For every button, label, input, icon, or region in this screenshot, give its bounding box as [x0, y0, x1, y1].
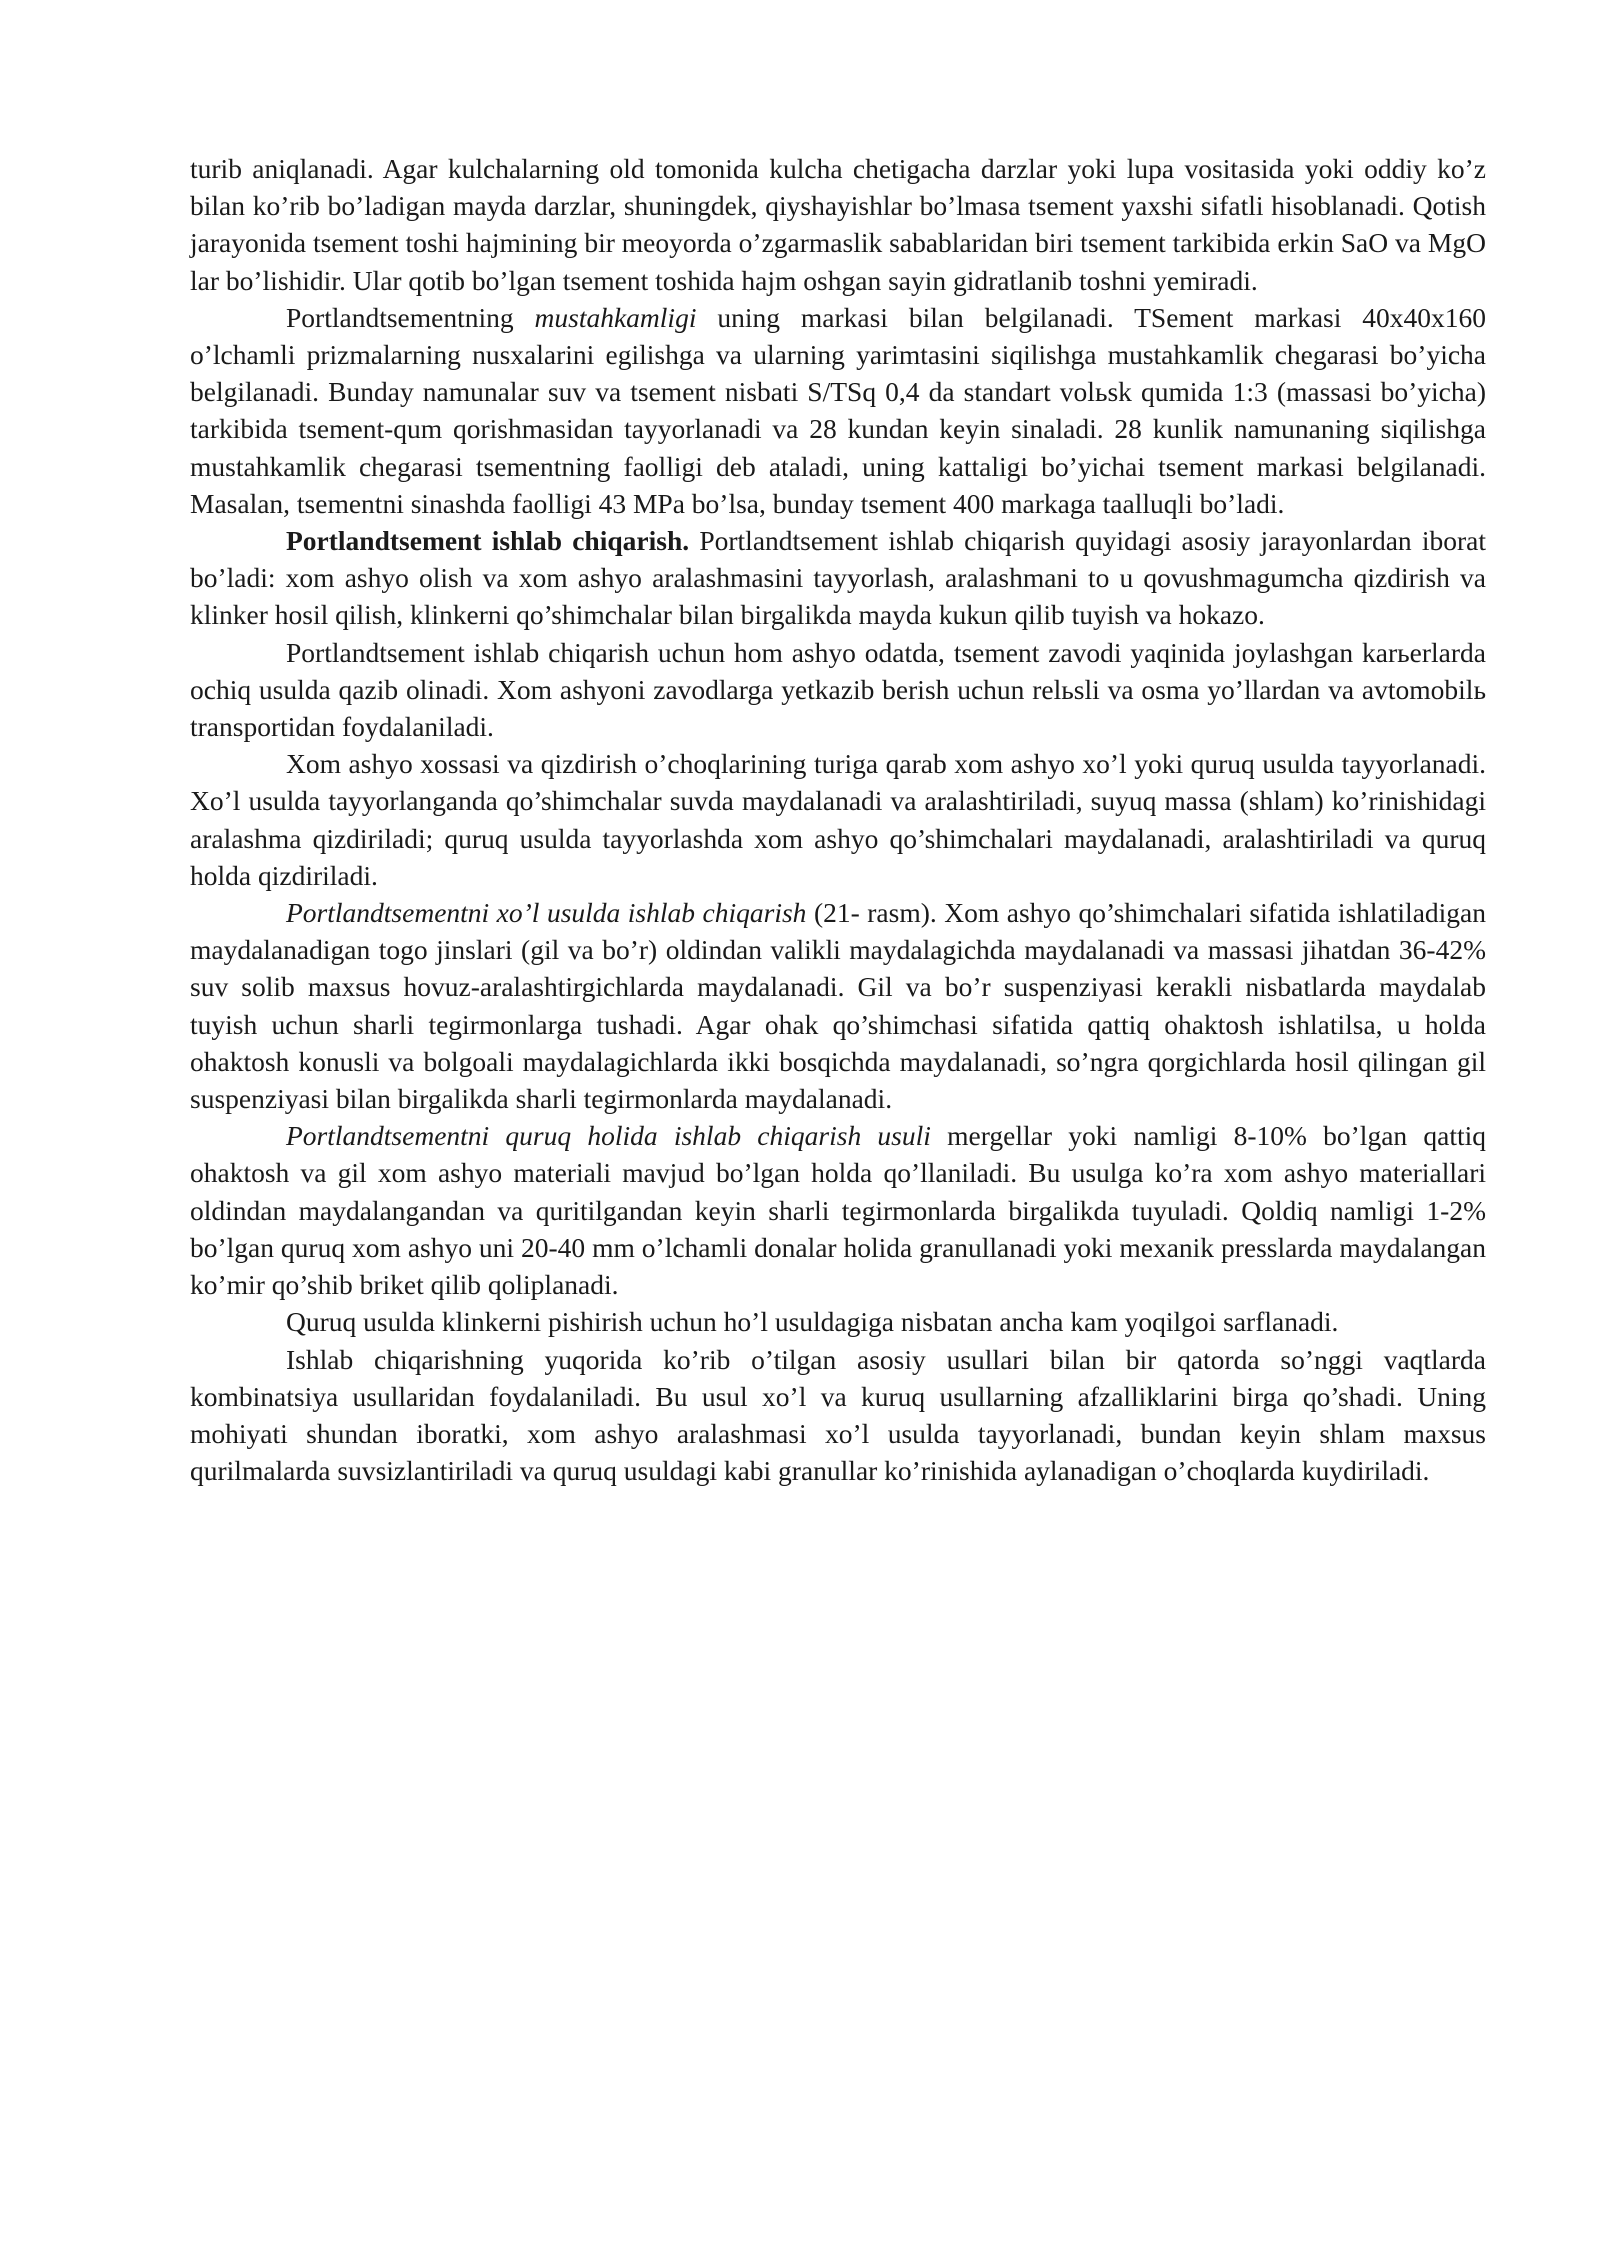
paragraph-8-text: Quruq usulda klinkerni pishirish uchun ho’l usuldagiga nisbatan ancha kam yoqilgoi sarflanadi. — [286, 1306, 1339, 1338]
paragraph-7-italic-heading: Portlandtsementni quruq holida ishlab chiqarish usuli — [286, 1120, 931, 1152]
paragraph-2-text-b: uning markasi bilan belgilanadi. TSement markasi 40x40x160 o’lchamli prizmalarning nusxalarini egilishga va ularning yarimtasini siqilishga mustahkamlik chegarasi bo’yicha belgilanadi. Bunday namunalar suv va tsement nisbati S/TSq 0,4 da standart volьsk qumida 1:3 (massasi bo’yicha) tarkibida tsement-qum qorishmasidan tayyorlanadi va 28 kundan keyin sinaladi. 28 kunlik namunaning siqilishga mustahkamlik chegarasi tsementning faolligi deb ataladi, uning kattaligi bo’yichai tsement markasi belgilanadi. Masalan, tsementni sinashda faolligi 43 MPa bo’lsa, bunday tsement 400 markaga taalluqli bo’ladi. — [190, 301, 1486, 519]
paragraph-9 — [190, 1341, 1486, 1490]
paragraph-5 — [190, 745, 1486, 894]
paragraph-1-text: turib aniqlanadi. Agar kulchalarning old tomonida kulcha chetigacha darzlar yoki lupa vositasida yoki oddiy ko’z bilan ko’rib bo’ladigan mayda darzlar, shuningdek, qiyshayishlar bo’lmasa tsement yaxshi sifatli hisoblanadi. Qotish jarayonida tsement toshi hajmining bir meoyorda o’zgarmaslik sabablaridan biri tsement tarkibida erkin SaO va MgO lar bo’lishidir. Ular qotib bo’lgan tsement toshida hajm oshgan sayin gidratlanib toshni yemiradi. — [190, 153, 1486, 296]
paragraph-6 — [190, 894, 1486, 1117]
paragraph-5-text: Xom ashyo xossasi va qizdirish o’choqlarining turiga qarab xom ashyo xo’l yoki quruq usulda tayyorlanadi. Xo’l usulda tayyorlanganda qo’shimchalar suvda maydalanadi va aralashtiriladi, suyuq massa (shlam) ko’rinishidagi aralashma qizdiriladi; quruq usulda tayyorlashda xom ashyo qo’shimchalari maydalanadi, aralashtiriladi va quruq holda qizdiriladi. — [190, 748, 1486, 891]
paragraph-3-text: Portlandtsement ishlab chiqarish quyidagi asosiy jarayonlardan iborat bo’ladi: xom ashyo olish va xom ashyo aralashmasini tayyorlash, aralashmani to u qovushmagumcha qizdirish va klinker hosil qilish, klinkerni qo’shimchalar bilan birgalikda mayda kukun qilib tuyish va hokazo. — [190, 525, 1487, 631]
paragraph-7-text: mergellar yoki namligi 8-10% bo’lgan qattiq ohaktosh va gil xom ashyo materiali mavjud bo’lgan holda qo’llaniladi. Bu usulga ko’ra xom ashyo materiallari oldindan maydalangandan va quritilgandan keyin sharli tegirmonlarda birgalikda tuyuladi. Qoldiq namligi 1-2% bo’lgan quruq xom ashyo uni 20-40 mm o’lchamli donalar holida granullanadi yoki mexanik presslarda maydalangan ko’mir qo’shib briket qilib qoliplanadi. — [190, 1120, 1487, 1301]
paragraph-9-text: Ishlab chiqarishning yuqorida ko’rib o’tilgan asosiy usullari bilan bir qatorda so’nggi vaqtlarda kombinatsiya usullaridan foydalaniladi. Bu usul xo’l va kuruq usullarning afzalliklarini birga qo’shadi. Uning mohiyati shundan iboratki, xom ashyo aralashmasi xo’l usulda tayyorlanadi, bundan keyin shlam maxsus qurilmalarda suvsizlantiriladi va quruq usuldagi kabi granullar ko’rinishida aylanadigan o’choqlarda kuydiriladi. — [190, 1343, 1486, 1487]
document-body-text — [190, 150, 1486, 1489]
paragraph-6-text: (21- rasm). Xom ashyo qo’shimchalari sifatida ishlatiladigan maydalanadigan togo jinslari (gil va bo’r) oldindan valikli maydalagichda maydalanadi va massasi jihatdan 36-42% suv solib maxsus hovuz-aralashtirgichlarda maydalanadi. Gil va bo’r suspenziyasi kerakli nisbatlarda maydalab tuyish uchun sharli tegirmonlarga tushadi. Agar ohak qo’shimchasi sifatida qattiq ohaktosh ishlatilsa, u holda ohaktosh konusli va bolgoali maydalagichlarda ikki bosqichda maydalanadi, so’ngra qorgichlarda hosil qilingan gil suspenziyasi bilan birgalikda sharli tegirmonlarda maydalanadi. — [190, 897, 1486, 1115]
paragraph-4-text: Portlandtsement ishlab chiqarish uchun hom ashyo odatda, tsement zavodi yaqinida joylashgan karьerlarda ochiq usulda qazib olinadi. Xom ashyoni zavodlarga yetkazib berish uchun relьsli va osma yo’llardan va avtomobilь transportidan foydalaniladi. — [190, 636, 1486, 743]
paragraph-2 — [190, 299, 1486, 522]
paragraph-2-italic-term: mustahkamligi — [534, 301, 697, 333]
paragraph-3-bold-heading: Portlandtsement ishlab chiqarish. — [286, 525, 690, 557]
paragraph-6-italic-heading: Portlandtsementni xo’l usulda ishlab chiqarish — [286, 897, 807, 929]
paragraph-4 — [190, 634, 1486, 746]
paragraph-7 — [190, 1117, 1486, 1303]
paragraph-2-text-a: Portlandtsementning — [286, 301, 535, 333]
paragraph-1 — [190, 150, 1486, 299]
paragraph-3 — [190, 522, 1486, 634]
paragraph-8 — [190, 1303, 1486, 1340]
